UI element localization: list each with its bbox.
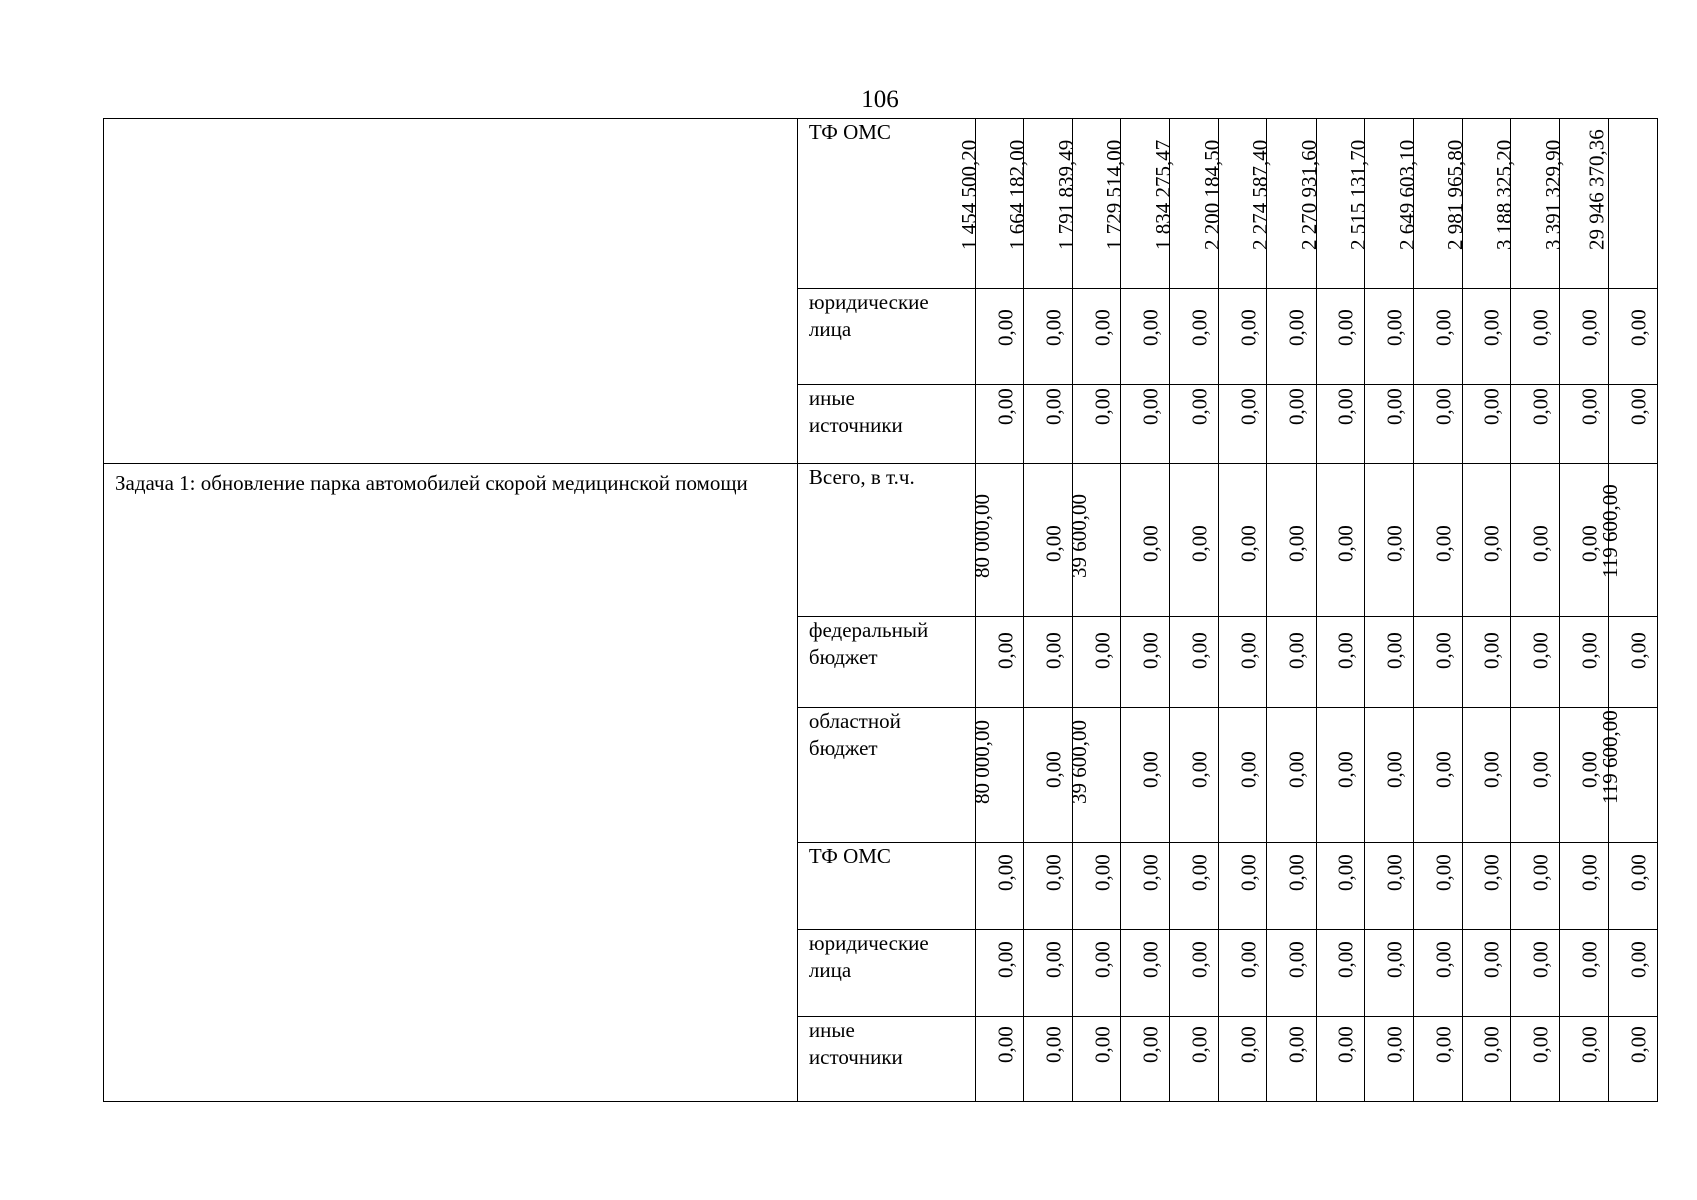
total-value-cell	[1608, 843, 1657, 930]
amount-text: 0,00	[1431, 632, 1456, 669]
funding-source-cell	[797, 464, 975, 617]
year-value-cell	[1219, 930, 1267, 1017]
amount-text: 0,00	[1333, 941, 1358, 978]
amount-text: 0,00	[1626, 941, 1651, 978]
amount-text: 0,00	[1041, 632, 1066, 669]
amount-text: 0,00	[1041, 854, 1066, 891]
amount-text: 2 515 131,70	[1345, 139, 1370, 250]
funding-source-label: источники	[808, 1045, 903, 1069]
amount-text: 0,00	[1187, 632, 1212, 669]
amount-text: 0,00	[1431, 751, 1456, 788]
year-value-cell	[1364, 930, 1413, 1017]
amount-text: 0,00	[1528, 941, 1553, 978]
funding-source-label: федеральный	[808, 618, 929, 642]
amount-text: 0,00	[1479, 525, 1504, 562]
amount-text: 0,00	[1333, 309, 1358, 346]
year-value-cell	[1462, 385, 1510, 464]
year-value-cell	[1364, 843, 1413, 930]
amount-text: 0,00	[993, 854, 1018, 891]
amount-text: 0,00	[1090, 309, 1115, 346]
year-value-cell	[1462, 1017, 1510, 1102]
amount-text: 0,00	[1333, 1026, 1358, 1063]
year-value-cell	[1219, 1017, 1267, 1102]
year-value-cell	[1024, 289, 1073, 385]
amount-text: 0,00	[1577, 525, 1602, 562]
year-value-cell	[1462, 843, 1510, 930]
total-value-cell	[1608, 617, 1657, 708]
year-value-cell	[1073, 617, 1121, 708]
amount-text: 0,00	[1431, 525, 1456, 562]
year-value-cell	[1413, 930, 1462, 1017]
amount-text: 0,00	[1138, 854, 1163, 891]
amount-text: 0,00	[1382, 941, 1407, 978]
year-value-cell	[1364, 708, 1413, 843]
year-value-cell	[976, 289, 1024, 385]
year-value-cell	[1413, 708, 1462, 843]
amount-text: 0,00	[1382, 632, 1407, 669]
amount-text: 0,00	[1577, 854, 1602, 891]
year-value-cell	[1559, 385, 1608, 464]
amount-text: 0,00	[1187, 1026, 1212, 1063]
total-value-cell	[1608, 1017, 1657, 1102]
year-value-cell	[1170, 385, 1219, 464]
year-value-cell	[1462, 708, 1510, 843]
funding-source-cell	[797, 385, 975, 464]
amount-text: 0,00	[1577, 309, 1602, 346]
year-value-cell	[1219, 617, 1267, 708]
amount-text: 0,00	[1431, 854, 1456, 891]
year-value-cell	[1219, 464, 1267, 617]
year-value-cell	[969, 708, 1024, 843]
year-value-cell	[1316, 930, 1364, 1017]
funding-source-label: иные	[808, 1018, 855, 1042]
table-row	[104, 119, 1658, 289]
amount-text: 80 000,00	[969, 720, 994, 804]
amount-text: 0,00	[1528, 388, 1553, 425]
amount-text: 0,00	[1041, 525, 1066, 562]
amount-text: 0,00	[1187, 941, 1212, 978]
total-value-cell	[1598, 708, 1657, 843]
amount-text: 0,00	[1577, 1026, 1602, 1063]
year-value-cell	[1121, 1017, 1170, 1102]
amount-text: 0,00	[1187, 525, 1212, 562]
amount-text: 29 946 370,36	[1584, 129, 1609, 250]
year-value-cell	[1066, 464, 1121, 617]
amount-text: 0,00	[1382, 525, 1407, 562]
year-value-cell	[1219, 385, 1267, 464]
funding-source-label: ТФ ОМС	[808, 120, 891, 144]
year-value-cell	[1510, 464, 1559, 617]
amount-text: 0,00	[1333, 525, 1358, 562]
total-value-cell	[1608, 289, 1657, 385]
amount-text: 0,00	[1285, 525, 1310, 562]
amount-text: 0,00	[1479, 751, 1504, 788]
year-value-cell	[1462, 930, 1510, 1017]
amount-text: 0,00	[1528, 1026, 1553, 1063]
amount-text: 0,00	[1382, 309, 1407, 346]
year-value-cell	[1066, 708, 1121, 843]
amount-text: 0,00	[1333, 854, 1358, 891]
amount-text: 0,00	[1528, 632, 1553, 669]
amount-text: 0,00	[1138, 309, 1163, 346]
year-value-cell	[1219, 289, 1267, 385]
amount-text: 0,00	[1041, 1026, 1066, 1063]
year-value-cell	[1510, 930, 1559, 1017]
amount-text: 0,00	[1431, 309, 1456, 346]
amount-text: 2 274 587,40	[1248, 139, 1273, 250]
year-value-cell	[1121, 385, 1170, 464]
amount-text: 0,00	[1236, 309, 1261, 346]
year-value-cell	[1170, 843, 1219, 930]
amount-text: 0,00	[1333, 388, 1358, 425]
amount-text: 0,00	[1479, 854, 1504, 891]
year-value-cell	[976, 617, 1024, 708]
funding-source-label: ТФ ОМС	[808, 844, 891, 868]
year-value-cell	[1170, 1017, 1219, 1102]
year-value-cell	[1024, 843, 1073, 930]
amount-text: 0,00	[1236, 941, 1261, 978]
amount-text: 0,00	[1187, 751, 1212, 788]
year-value-cell	[1364, 289, 1413, 385]
amount-text: 0,00	[1236, 525, 1261, 562]
year-value-cell	[1316, 385, 1364, 464]
amount-text: 0,00	[1138, 632, 1163, 669]
amount-text: 0,00	[1090, 632, 1115, 669]
amount-text: 0,00	[1187, 388, 1212, 425]
amount-text: 2 200 184,50	[1199, 139, 1224, 250]
amount-text: 0,00	[1479, 941, 1504, 978]
year-value-cell	[1510, 289, 1559, 385]
amount-text: 1 454 500,20	[956, 139, 981, 250]
amount-text: 0,00	[1382, 751, 1407, 788]
year-value-cell	[1219, 708, 1267, 843]
amount-text: 39 600,00	[1066, 720, 1091, 804]
funding-source-label: областной	[808, 709, 901, 733]
amount-text: 0,00	[1479, 388, 1504, 425]
amount-text: 0,00	[1285, 1026, 1310, 1063]
funding-source-label: источники	[808, 413, 903, 437]
amount-text: 0,00	[1187, 854, 1212, 891]
amount-text: 0,00	[993, 1026, 1018, 1063]
year-value-cell	[1267, 930, 1316, 1017]
amount-text: 0,00	[1626, 632, 1651, 669]
amount-text: 0,00	[1479, 632, 1504, 669]
amount-text: 0,00	[993, 941, 1018, 978]
amount-text: 1 664 182,00	[1005, 139, 1030, 250]
amount-text: 0,00	[993, 309, 1018, 346]
amount-text: 0,00	[1285, 941, 1310, 978]
funding-source-cell	[797, 1017, 975, 1102]
year-value-cell	[1170, 464, 1219, 617]
amount-text: 0,00	[1285, 854, 1310, 891]
amount-text: 0,00	[1382, 388, 1407, 425]
amount-text: 119 600,00	[1598, 484, 1623, 578]
year-value-cell	[1510, 843, 1559, 930]
year-value-cell	[1170, 930, 1219, 1017]
amount-text: 0,00	[1626, 309, 1651, 346]
amount-text: 0,00	[1138, 388, 1163, 425]
year-value-cell	[1462, 617, 1510, 708]
amount-text: 0,00	[1626, 854, 1651, 891]
amount-text: 0,00	[1382, 854, 1407, 891]
amount-text: 0,00	[993, 388, 1018, 425]
funding-source-label: юридические	[808, 290, 929, 314]
amount-text: 0,00	[1577, 941, 1602, 978]
amount-text: 0,00	[1528, 525, 1553, 562]
year-value-cell	[1413, 1017, 1462, 1102]
amount-text: 2 649 603,10	[1394, 139, 1419, 250]
amount-text: 0,00	[1431, 1026, 1456, 1063]
year-value-cell	[1364, 464, 1413, 617]
amount-text: 0,00	[1626, 388, 1651, 425]
year-value-cell	[1073, 385, 1121, 464]
amount-text: 2 270 931,60	[1296, 139, 1321, 250]
amount-text: 3 391 329,90	[1540, 139, 1565, 250]
amount-text: 0,00	[1577, 632, 1602, 669]
year-value-cell	[1364, 617, 1413, 708]
year-value-cell	[1170, 617, 1219, 708]
funding-source-label: лица	[808, 317, 852, 341]
amount-text: 0,00	[1626, 1026, 1651, 1063]
total-value-cell	[1608, 930, 1657, 1017]
year-value-cell	[1073, 930, 1121, 1017]
amount-text: 1 834 275,47	[1151, 139, 1176, 250]
year-value-cell	[1510, 1017, 1559, 1102]
amount-text: 0,00	[1236, 751, 1261, 788]
year-value-cell	[976, 1017, 1024, 1102]
funding-source-label: бюджет	[808, 645, 878, 669]
year-value-cell	[1121, 930, 1170, 1017]
amount-text: 0,00	[1090, 388, 1115, 425]
amount-text: 0,00	[1090, 1026, 1115, 1063]
amount-text: 0,00	[1382, 1026, 1407, 1063]
year-value-cell	[969, 464, 1024, 617]
amount-text: 0,00	[1138, 941, 1163, 978]
year-value-cell	[1316, 1017, 1364, 1102]
year-value-cell	[1462, 464, 1510, 617]
year-value-cell	[976, 385, 1024, 464]
year-value-cell	[1316, 289, 1364, 385]
year-value-cell	[1121, 617, 1170, 708]
year-value-cell	[1316, 843, 1364, 930]
amount-text: 0,00	[993, 632, 1018, 669]
amount-text: 80 000,00	[969, 494, 994, 578]
amount-text: 0,00	[1528, 854, 1553, 891]
amount-text: 0,00	[1431, 388, 1456, 425]
year-value-cell	[976, 843, 1024, 930]
year-value-cell	[1024, 617, 1073, 708]
year-value-cell	[1219, 843, 1267, 930]
year-value-cell	[1559, 930, 1608, 1017]
year-value-cell	[1316, 617, 1364, 708]
year-value-cell	[1267, 1017, 1316, 1102]
funding-source-label: лица	[808, 958, 852, 982]
amount-text: 0,00	[1333, 751, 1358, 788]
amount-text: 0,00	[1528, 309, 1553, 346]
funding-source-cell	[797, 289, 975, 385]
amount-text: 0,00	[1333, 632, 1358, 669]
year-value-cell	[1024, 464, 1073, 617]
amount-text: 0,00	[1577, 388, 1602, 425]
funding-source-cell	[797, 119, 975, 289]
year-value-cell	[1267, 617, 1316, 708]
amount-text: 0,00	[1236, 854, 1261, 891]
amount-text: 0,00	[1479, 1026, 1504, 1063]
year-value-cell	[1267, 464, 1316, 617]
funding-source-cell	[797, 708, 975, 843]
amount-text: 1 791 839,49	[1053, 139, 1078, 250]
year-value-cell	[1559, 617, 1608, 708]
year-value-cell	[1413, 843, 1462, 930]
total-value-cell	[1598, 464, 1657, 617]
year-value-cell	[1510, 617, 1559, 708]
amount-text: 0,00	[1090, 941, 1115, 978]
year-value-cell	[1267, 843, 1316, 930]
amount-text: 0,00	[1187, 309, 1212, 346]
amount-text: 0,00	[1236, 1026, 1261, 1063]
amount-text: 0,00	[1236, 388, 1261, 425]
table-body	[104, 119, 1658, 1102]
amount-text: 0,00	[1138, 525, 1163, 562]
year-value-cell	[1121, 843, 1170, 930]
amount-text: 0,00	[1285, 309, 1310, 346]
year-value-cell	[1170, 289, 1219, 385]
amount-text: 0,00	[1041, 751, 1066, 788]
task-description-cell: Задача 1: обновление парка автомобилей скорой медицинской помощи	[104, 464, 798, 1102]
amount-text: 0,00	[1528, 751, 1553, 788]
year-value-cell	[1413, 464, 1462, 617]
amount-text: 0,00	[1041, 309, 1066, 346]
page-number: 106	[861, 86, 899, 113]
funding-source-cell	[797, 843, 975, 930]
funding-source-label: Всего, в т.ч.	[808, 465, 915, 489]
year-value-cell	[1267, 289, 1316, 385]
total-value-cell	[1608, 385, 1657, 464]
amount-text: 0,00	[1431, 941, 1456, 978]
funding-source-cell	[797, 930, 975, 1017]
year-value-cell	[1510, 708, 1559, 843]
amount-text: 0,00	[1090, 854, 1115, 891]
year-value-cell	[1316, 464, 1364, 617]
year-value-cell	[1024, 708, 1073, 843]
year-value-cell	[1364, 385, 1413, 464]
year-value-cell	[1316, 708, 1364, 843]
amount-text: 0,00	[1285, 388, 1310, 425]
amount-text: 0,00	[1479, 309, 1504, 346]
year-value-cell	[1364, 1017, 1413, 1102]
funding-source-label: бюджет	[808, 736, 878, 760]
year-value-cell	[1413, 617, 1462, 708]
amount-text: 39 600,00	[1066, 494, 1091, 578]
funding-source-label: иные	[808, 386, 855, 410]
task-description-cell	[104, 119, 798, 464]
amount-text: 1 729 514,00	[1102, 139, 1127, 250]
year-value-cell	[1559, 289, 1608, 385]
amount-text: 0,00	[1138, 1026, 1163, 1063]
table-row	[104, 464, 1658, 617]
amount-text: 0,00	[1285, 632, 1310, 669]
amount-text: 0,00	[1285, 751, 1310, 788]
funding-source-label: юридические	[808, 931, 929, 955]
year-value-cell	[1073, 843, 1121, 930]
year-value-cell	[1413, 385, 1462, 464]
year-value-cell	[1024, 930, 1073, 1017]
year-value-cell	[1267, 708, 1316, 843]
year-value-cell	[1462, 289, 1510, 385]
year-value-cell	[1413, 289, 1462, 385]
amount-text: 3 188 325,20	[1491, 139, 1516, 250]
total-value-cell	[1584, 119, 1657, 289]
year-value-cell	[1510, 385, 1559, 464]
year-value-cell	[1121, 708, 1170, 843]
year-value-cell	[1267, 385, 1316, 464]
amount-text: 119 600,00	[1598, 710, 1623, 804]
amount-text: 0,00	[1041, 388, 1066, 425]
funding-table	[103, 118, 1658, 1102]
year-value-cell	[1121, 289, 1170, 385]
year-value-cell	[1559, 843, 1608, 930]
year-value-cell	[1024, 385, 1073, 464]
year-value-cell	[1024, 1017, 1073, 1102]
funding-source-cell	[797, 617, 975, 708]
amount-text: 0,00	[1138, 751, 1163, 788]
year-value-cell	[1559, 1017, 1608, 1102]
year-value-cell	[1073, 1017, 1121, 1102]
amount-text: 2 981 965,80	[1443, 139, 1468, 250]
amount-text: 0,00	[1041, 941, 1066, 978]
amount-text: 0,00	[1236, 632, 1261, 669]
year-value-cell	[1170, 708, 1219, 843]
year-value-cell	[976, 930, 1024, 1017]
year-value-cell	[1073, 289, 1121, 385]
amount-text: 0,00	[1577, 751, 1602, 788]
year-value-cell	[1121, 464, 1170, 617]
